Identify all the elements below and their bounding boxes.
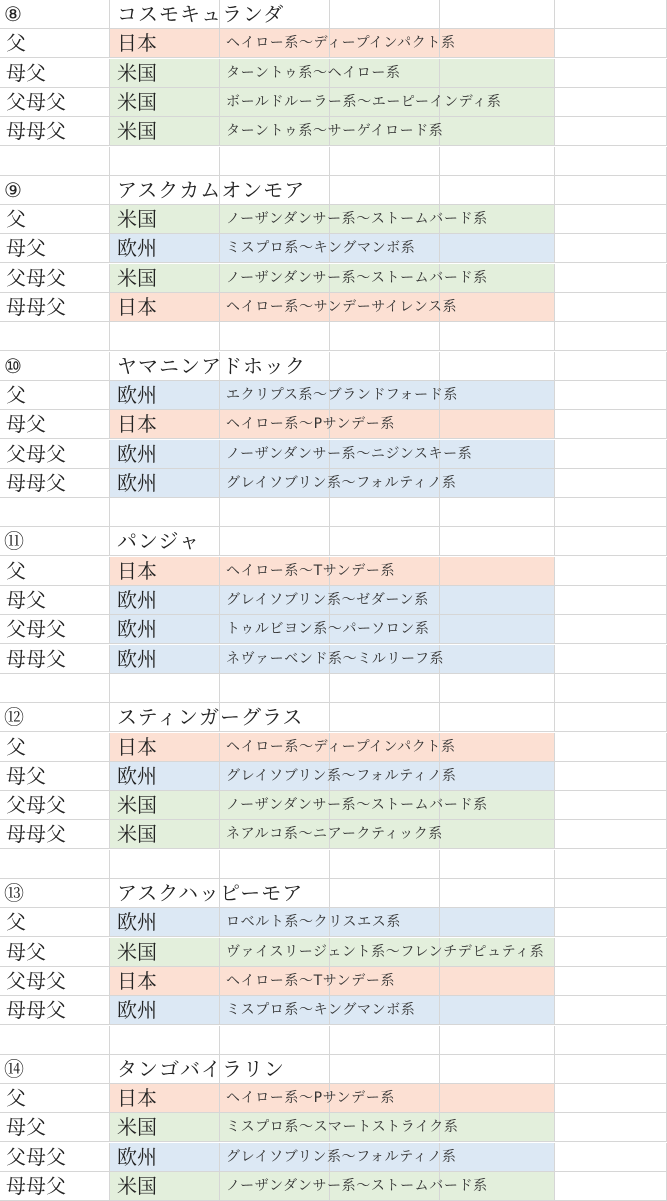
region-label: 欧州: [117, 646, 157, 671]
region-label: 欧州: [117, 910, 157, 935]
region-label: 欧州: [117, 382, 157, 407]
spacer-row: [0, 322, 667, 351]
grid-cell[interactable]: [440, 469, 555, 498]
horse-number: ⑭: [4, 1056, 24, 1081]
sire-line: ヘイロー系〜ディープインパクト系: [226, 35, 456, 52]
ancestor-role: 母父: [6, 763, 46, 788]
grid-cell[interactable]: [555, 674, 667, 703]
grid-cell[interactable]: [555, 615, 667, 644]
sire-line: ロベルト系〜クリスエス系: [226, 914, 401, 931]
region-label: 日本: [117, 734, 157, 759]
region-label: 日本: [117, 31, 157, 56]
grid-cell[interactable]: [440, 733, 555, 762]
grid-cell[interactable]: [440, 498, 555, 527]
sire-line: グレイソブリン系〜ゼダーン系: [226, 592, 429, 608]
grid-cell[interactable]: [440, 117, 555, 146]
grid-cell[interactable]: [440, 879, 555, 908]
grid-cell[interactable]: [555, 908, 667, 937]
horse-name: スティンガーグラス: [117, 705, 304, 730]
grid-cell[interactable]: [440, 29, 555, 58]
grid-cell[interactable]: [440, 586, 555, 615]
grid-cell[interactable]: [555, 1113, 667, 1142]
region-label: 欧州: [117, 1144, 157, 1169]
region-label: 日本: [117, 968, 157, 993]
horse-header-row: [0, 703, 667, 732]
horse-number: ⑪: [4, 529, 24, 554]
grid-cell[interactable]: [555, 879, 667, 908]
grid-cell[interactable]: [330, 0, 440, 29]
pedigree-row: [0, 1113, 667, 1142]
region-label: 米国: [117, 939, 157, 964]
ancestor-role: 父: [6, 558, 26, 583]
pedigree-row: [0, 205, 667, 234]
region-label: 米国: [117, 207, 157, 232]
grid-cell[interactable]: [555, 88, 667, 117]
sire-line: ターントゥ系〜サーゲイロード系: [226, 123, 444, 140]
ancestor-role: 父: [6, 382, 26, 407]
grid-cell[interactable]: [440, 322, 555, 351]
region-label: 米国: [117, 265, 157, 290]
grid-cell[interactable]: [440, 1055, 555, 1084]
grid-cell[interactable]: [330, 352, 440, 381]
grid-cell[interactable]: [110, 322, 220, 351]
ancestor-role: 母母父: [6, 295, 66, 319]
pedigree-row: [0, 791, 667, 820]
region-label: 米国: [117, 89, 157, 114]
grid-cell[interactable]: [330, 850, 440, 879]
sire-line: ノーザンダンサー系〜ストームバード系: [226, 211, 488, 228]
grid-cell[interactable]: [440, 176, 555, 205]
horse-header-row: [0, 176, 667, 205]
grid-cell[interactable]: [555, 996, 667, 1025]
grid-cell[interactable]: [555, 791, 667, 820]
spacer-row: [0, 850, 667, 879]
grid-cell[interactable]: [555, 1084, 667, 1113]
region-label: 欧州: [117, 588, 157, 612]
grid-cell[interactable]: [440, 527, 555, 556]
pedigree-row: [0, 293, 667, 322]
grid-cell[interactable]: [555, 147, 667, 176]
grid-cell[interactable]: [555, 938, 667, 967]
grid-cell[interactable]: [440, 674, 555, 703]
pedigree-row: [0, 410, 667, 439]
sire-line: ノーザンダンサー系〜ストームバード系: [226, 797, 488, 814]
grid-cell[interactable]: [110, 850, 220, 879]
region-label: 欧州: [117, 763, 157, 788]
pedigree-row: [0, 615, 667, 644]
grid-cell[interactable]: [330, 527, 440, 556]
ancestor-role: 母父: [6, 1115, 46, 1140]
grid-cell[interactable]: [555, 29, 667, 58]
grid-cell[interactable]: [0, 1026, 110, 1055]
pedigree-row: [0, 820, 667, 849]
ancestor-role: 母父: [6, 939, 46, 964]
horse-header-row: [0, 1055, 667, 1084]
grid-cell[interactable]: [555, 703, 667, 732]
grid-cell[interactable]: [440, 1143, 555, 1172]
pedigree-row: [0, 88, 667, 117]
pedigree-row: [0, 117, 667, 146]
ancestor-role: 母母父: [6, 998, 66, 1023]
grid-cell[interactable]: [555, 1143, 667, 1172]
region-label: 日本: [117, 558, 157, 583]
ancestor-role: 父: [6, 734, 26, 759]
grid-cell[interactable]: [330, 1026, 440, 1055]
grid-cell[interactable]: [330, 879, 440, 908]
grid-cell[interactable]: [440, 850, 555, 879]
grid-cell[interactable]: [555, 967, 667, 996]
grid-cell[interactable]: [0, 147, 110, 176]
sire-line: ノーザンダンサー系〜ニジンスキー系: [226, 445, 473, 462]
horse-number: ⑨: [4, 177, 22, 202]
pedigree-row: [0, 264, 667, 293]
region-label: 欧州: [117, 236, 157, 261]
pedigree-row: [0, 381, 667, 410]
sire-line: グレイソブリン系〜フォルティノ系: [226, 474, 457, 491]
region-label: 米国: [117, 1115, 157, 1140]
sire-line: ノーザンダンサー系〜ストームバード系: [226, 1178, 488, 1194]
pedigree-row: [0, 967, 667, 996]
pedigree-row: [0, 586, 667, 615]
pedigree-row: [0, 1084, 667, 1113]
horse-name: コスモキュランダ: [117, 2, 285, 26]
ancestor-role: 父母父: [6, 617, 66, 642]
grid-cell[interactable]: [440, 59, 555, 88]
grid-cell[interactable]: [555, 762, 667, 791]
pedigree-row: [0, 1143, 667, 1172]
sire-line: ネアルコ系〜ニアークティック系: [226, 826, 443, 843]
grid-cell[interactable]: [0, 498, 110, 527]
grid-cell[interactable]: [220, 850, 330, 879]
grid-cell[interactable]: [440, 557, 555, 586]
grid-cell[interactable]: [330, 1055, 440, 1084]
grid-cell[interactable]: [555, 205, 667, 234]
region-label: 欧州: [117, 617, 157, 642]
ancestor-role: 父母父: [6, 1144, 66, 1169]
pedigree-row: [0, 996, 667, 1025]
grid-cell[interactable]: [440, 762, 555, 791]
grid-cell[interactable]: [0, 674, 110, 703]
grid-cell[interactable]: [330, 147, 440, 176]
grid-cell[interactable]: [555, 850, 667, 879]
ancestor-role: 母母父: [6, 119, 66, 144]
spacer-row: [0, 147, 667, 176]
grid-cell[interactable]: [0, 850, 110, 879]
horse-header-row: [0, 0, 667, 29]
ancestor-role: 父: [6, 910, 26, 935]
grid-cell[interactable]: [330, 322, 440, 351]
grid-cell[interactable]: [440, 908, 555, 937]
grid-cell[interactable]: [0, 322, 110, 351]
pedigree-row: [0, 29, 667, 58]
grid-cell[interactable]: [555, 0, 667, 29]
region-label: 欧州: [117, 470, 157, 495]
grid-cell[interactable]: [555, 381, 667, 410]
horse-number: ⑩: [4, 353, 22, 378]
grid-cell[interactable]: [555, 586, 667, 615]
grid-cell[interactable]: [555, 117, 667, 146]
grid-cell[interactable]: [440, 410, 555, 439]
ancestor-role: 父母父: [6, 89, 66, 114]
sire-line: ボールドルーラー系〜エーピーインディ系: [226, 93, 502, 110]
pedigree-row: [0, 440, 667, 469]
grid-cell[interactable]: [440, 352, 555, 381]
grid-cell[interactable]: [110, 147, 220, 176]
grid-cell[interactable]: [555, 733, 667, 762]
grid-cell[interactable]: [330, 674, 440, 703]
ancestor-role: 母母父: [6, 646, 66, 671]
region-label: 米国: [117, 1174, 157, 1198]
sire-line: トゥルビヨン系〜パーソロン系: [226, 621, 430, 638]
sire-line: グレイソブリン系〜フォルティノ系: [226, 1148, 457, 1165]
ancestor-role: 父: [6, 1086, 26, 1111]
grid-cell[interactable]: [220, 1026, 330, 1055]
sire-line: ヘイロー系〜ディープインパクト系: [226, 738, 456, 755]
grid-cell[interactable]: [330, 176, 440, 205]
sire-line: ヴァイスリージェント系〜フレンチデピュティ系: [226, 943, 545, 960]
grid-cell[interactable]: [220, 674, 330, 703]
horse-name: ヤマニンアドホック: [117, 353, 306, 378]
grid-cell[interactable]: [555, 1026, 667, 1055]
sire-line: ヘイロー系〜Pサンデー系: [226, 1090, 395, 1107]
grid-cell[interactable]: [220, 147, 330, 176]
grid-cell[interactable]: [555, 176, 667, 205]
sire-line: ヘイロー系〜Pサンデー系: [226, 416, 395, 433]
grid-cell[interactable]: [555, 293, 667, 322]
pedigree-row: [0, 733, 667, 762]
grid-cell[interactable]: [555, 527, 667, 556]
spacer-row: [0, 1026, 667, 1055]
sire-line: ヘイロー系〜サンデーサイレンス系: [226, 299, 458, 315]
sire-line: ミスプロ系〜キングマンボ系: [226, 1002, 416, 1019]
region-label: 米国: [117, 60, 157, 85]
grid-cell[interactable]: [110, 1026, 220, 1055]
ancestor-role: 父: [6, 31, 26, 56]
grid-cell[interactable]: [110, 674, 220, 703]
horse-name: タンゴバイラリン: [117, 1056, 285, 1081]
grid-cell[interactable]: [440, 996, 555, 1025]
grid-cell[interactable]: [555, 264, 667, 293]
ancestor-role: 父: [6, 207, 26, 232]
horse-number: ⑫: [4, 705, 24, 730]
grid-cell[interactable]: [330, 703, 440, 732]
ancestor-role: 母母父: [6, 470, 66, 495]
grid-cell[interactable]: [440, 234, 555, 263]
pedigree-row: [0, 908, 667, 937]
pedigree-row: [0, 59, 667, 88]
pedigree-row: [0, 645, 667, 674]
grid-cell[interactable]: [440, 703, 555, 732]
grid-cell[interactable]: [555, 322, 667, 351]
grid-cell[interactable]: [555, 498, 667, 527]
grid-cell[interactable]: [440, 615, 555, 644]
grid-cell[interactable]: [440, 1026, 555, 1055]
horse-header-row: [0, 527, 667, 556]
spacer-row: [0, 674, 667, 703]
ancestor-role: 父母父: [6, 441, 66, 466]
sire-line: ネヴァーベンド系〜ミルリーフ系: [226, 650, 445, 667]
horse-header-row: [0, 879, 667, 908]
ancestor-role: 父母父: [6, 793, 66, 818]
sire-line: グレイソブリン系〜フォルティノ系: [226, 767, 457, 784]
ancestor-role: 母父: [6, 412, 46, 437]
ancestor-role: 父母父: [6, 968, 66, 993]
grid-cell[interactable]: [440, 820, 555, 849]
region-label: 欧州: [117, 441, 157, 466]
grid-cell[interactable]: [555, 557, 667, 586]
grid-cell[interactable]: [555, 352, 667, 381]
grid-cell[interactable]: [555, 59, 667, 88]
spacer-row: [0, 498, 667, 527]
pedigree-row: [0, 557, 667, 586]
sire-line: エクリプス系〜ブランドフォード系: [226, 386, 458, 403]
pedigree-row: [0, 938, 667, 967]
region-label: 米国: [117, 822, 157, 847]
sire-line: ヘイロー系〜Tサンデー系: [226, 972, 396, 989]
grid-cell[interactable]: [555, 440, 667, 469]
grid-cell[interactable]: [555, 820, 667, 849]
ancestor-role: 母父: [6, 236, 46, 261]
pedigree-row: [0, 234, 667, 263]
sire-line: ミスプロ系〜スマートストライク系: [226, 1119, 459, 1136]
grid-cell[interactable]: [440, 1084, 555, 1113]
grid-cell[interactable]: [220, 498, 330, 527]
grid-cell[interactable]: [440, 0, 555, 29]
grid-cell[interactable]: [440, 967, 555, 996]
grid-cell[interactable]: [555, 1172, 667, 1201]
sire-line: ターントゥ系〜ヘイロー系: [226, 64, 401, 81]
grid-cell[interactable]: [555, 469, 667, 498]
horse-number: ⑧: [4, 2, 22, 26]
grid-cell[interactable]: [440, 147, 555, 176]
grid-cell[interactable]: [555, 234, 667, 263]
grid-cell[interactable]: [220, 322, 330, 351]
region-label: 欧州: [117, 998, 157, 1023]
pedigree-row: [0, 1172, 667, 1201]
sire-line: ノーザンダンサー系〜ストームバード系: [226, 269, 488, 286]
horse-name: アスクカムオンモア: [117, 177, 306, 202]
ancestor-role: 母母父: [6, 1174, 66, 1198]
sire-line: ミスプロ系〜キングマンボ系: [226, 240, 416, 257]
grid-cell[interactable]: [330, 498, 440, 527]
pedigree-row: [0, 762, 667, 791]
pedigree-row: [0, 469, 667, 498]
ancestor-role: 母父: [6, 588, 46, 612]
ancestor-role: 母母父: [6, 822, 66, 847]
grid-cell[interactable]: [555, 1055, 667, 1084]
grid-cell[interactable]: [555, 410, 667, 439]
grid-cell[interactable]: [555, 645, 667, 674]
horse-name: アスクハッピーモア: [117, 881, 304, 905]
region-label: 米国: [117, 119, 157, 144]
grid-cell[interactable]: [110, 498, 220, 527]
region-label: 米国: [117, 793, 157, 818]
grid-cell[interactable]: [440, 293, 555, 322]
region-label: 日本: [117, 295, 157, 319]
horse-name: パンジャ: [117, 529, 201, 554]
grid-cell[interactable]: [220, 527, 330, 556]
ancestor-role: 父母父: [6, 265, 66, 290]
horse-header-row: [0, 352, 667, 381]
region-label: 日本: [117, 1086, 157, 1111]
ancestor-role: 母父: [6, 60, 46, 85]
grid-cell[interactable]: [440, 645, 555, 674]
sire-line: ヘイロー系〜Tサンデー系: [226, 562, 396, 579]
horse-number: ⑬: [4, 881, 24, 905]
region-label: 日本: [117, 412, 157, 437]
